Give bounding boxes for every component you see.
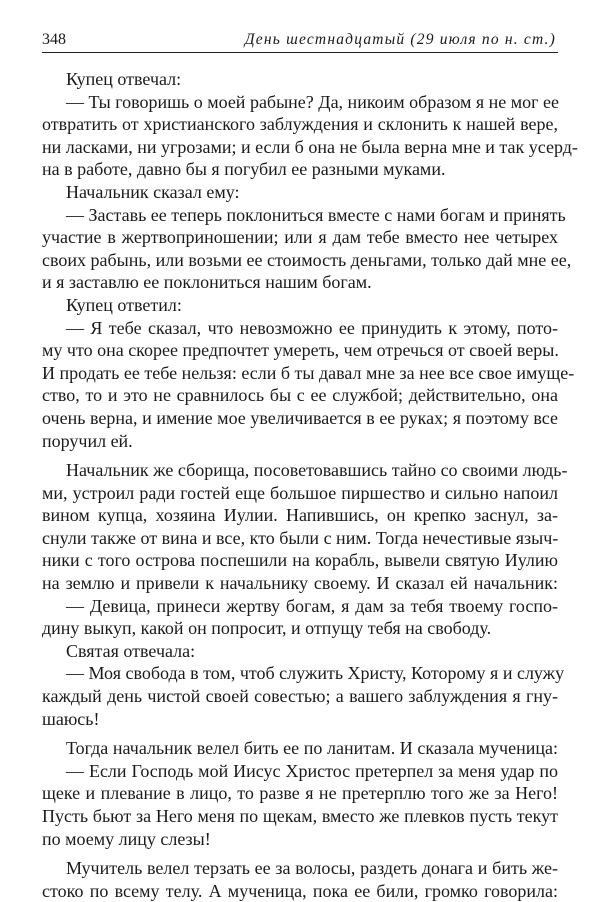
text-line: щеке и плевание в лицо, то разве я не претерплю того же за Него! bbox=[42, 783, 558, 804]
text-line: Начальник сказал ему: bbox=[66, 181, 240, 202]
text-line: ни ласками, ни угрозами; и если б она не была верна мне и так усерд- bbox=[42, 136, 578, 157]
text-line: на землю и привели к начальнику своему. И сказал ей начальник: bbox=[42, 573, 558, 594]
text-line: ство, то и это не сравнилось бы с ее службой; действительно, она bbox=[42, 385, 558, 406]
text-line: му что она скорее предпочтет умереть, чем отречься от своей веры. bbox=[42, 340, 559, 361]
text-line: — Заставь ее теперь поклониться вместе с нами богам и принять bbox=[66, 204, 566, 225]
text-line: И продать ее тебе нельзя: если б ты давал мне за нее все свое имуще- bbox=[42, 362, 575, 383]
text-line: вином купца, хозяина Иулии. Напившись, он крепко заснул, за- bbox=[42, 505, 558, 526]
text-line: отвратить от христианского заблуждения и склонить к нашей вере, bbox=[42, 114, 558, 135]
text-line: Пусть бьют за Него меня по щекам, вместо же плевков пусть текут bbox=[42, 806, 558, 826]
text-line: дину выкуп, какой он попросит, и отпущу тебя на свободу. bbox=[42, 618, 492, 639]
text-line: — Девица, принеси жертву богам, я дам за тебя твоему госпо- bbox=[66, 595, 558, 616]
page-number: 348 bbox=[42, 31, 66, 48]
text-line: своих рабынь, или возьми ее стоимость деньгами, только дай мне ее, bbox=[42, 249, 572, 270]
text-line: Начальник же сборища, посоветовавшись тайно со своими людь- bbox=[66, 460, 568, 481]
text-line: поручил ей. bbox=[42, 430, 133, 451]
text-line: ники с того острова поспешили на корабль, вывели святую Иулию bbox=[42, 550, 558, 571]
text-line: ми, устроил ради гостей еще большое пиршество и сильно напоил bbox=[42, 482, 558, 503]
text-line: Святая отвечала: bbox=[66, 640, 196, 661]
text-line: на в работе, давно бы я погубил ее разными муками. bbox=[42, 159, 446, 180]
text-line: по моему лицу слезы! bbox=[42, 828, 211, 849]
running-head: День шестнадцатый (29 июля по н. ст.) bbox=[244, 31, 556, 48]
text-line: снули также от вина и все, кто были с ним. Тогда нечестивые языч- bbox=[42, 527, 559, 548]
text-line: участие в жертвоприношении; или я дам тебе вместо нее четырех bbox=[42, 227, 558, 248]
text-line: стоко по всему телу. А мученица, пока ее били, громко говорила: bbox=[42, 880, 558, 901]
text-line: Купец ответил: bbox=[66, 294, 182, 315]
text-line: очень верна, и имение мое увеличивается в ее руках; я поэтому все bbox=[42, 407, 558, 428]
text-line: Мучитель велел терзать ее за волосы, раздеть донага и бить же- bbox=[66, 858, 558, 879]
body-text bbox=[42, 68, 578, 902]
text-line: — Моя свобода в том, чтоб служить Христу, Которому я и служу bbox=[66, 663, 565, 684]
text-line: Купец отвечал: bbox=[66, 69, 182, 89]
page-header bbox=[42, 30, 558, 53]
text-line: и я заставлю ее поклониться нашим богам. bbox=[42, 272, 372, 293]
text-line: — Если Господь мой Иисус Христос претерпел за меня удар по bbox=[66, 760, 558, 781]
text-line: каждый день чистой своей совестью; а вашего заблуждения я гну- bbox=[42, 686, 558, 707]
text-line: Тогда начальник велел бить ее по ланитам. И сказала мученица: bbox=[66, 738, 558, 759]
text-line: — Я тебе сказал, что невозможно ее принудить к этому, пото- bbox=[66, 317, 558, 338]
text-line: — Ты говоришь о моей рабыне? Да, никоим образом я не мог ее bbox=[66, 91, 560, 112]
text-line: шаюсь! bbox=[42, 708, 100, 729]
